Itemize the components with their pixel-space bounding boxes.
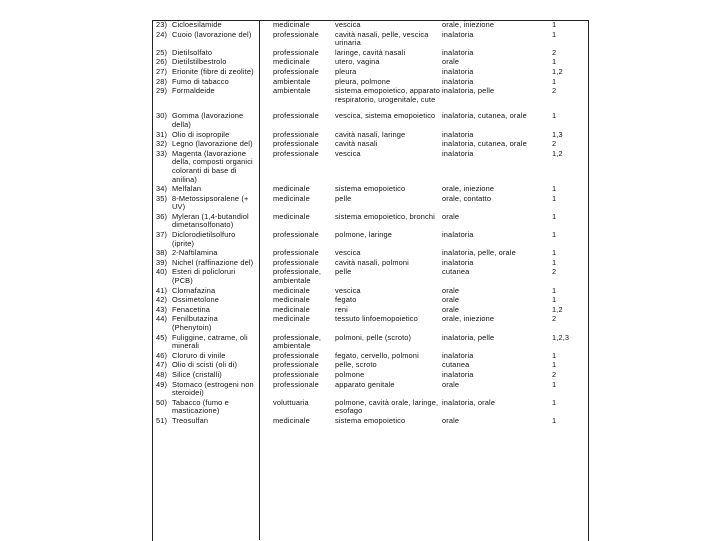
row-number: 39) xyxy=(156,258,168,267)
row-number: 26) xyxy=(156,58,168,67)
substance-cell xyxy=(153,49,260,59)
substance-cell xyxy=(153,31,260,49)
organ-cell: polmone, cavità orale, laringe, esofago xyxy=(335,398,439,416)
row-number: 40) xyxy=(156,268,168,277)
exposure-cell: medicinale xyxy=(273,194,310,203)
table-row xyxy=(153,417,588,427)
route-cell: orale xyxy=(442,58,460,67)
reference-cell: 2 xyxy=(552,315,557,324)
substance-cell xyxy=(153,268,260,286)
substance-cell xyxy=(153,306,260,316)
table-row xyxy=(153,249,588,259)
organ-cell: polmoni, pelle (scroto) xyxy=(335,333,412,342)
column-divider xyxy=(259,20,260,540)
substance-cell xyxy=(153,105,260,130)
table-row xyxy=(153,315,588,333)
exposure-cell: medicinale xyxy=(273,212,310,221)
route-cell: inalatoria xyxy=(442,30,474,39)
substance-name: Esteri di policloruri (PCB) xyxy=(172,268,236,286)
organ-cell: reni xyxy=(335,305,348,314)
table-row xyxy=(153,306,588,316)
reference-cell: 1 xyxy=(552,286,557,295)
substance-name: Ossimetolone xyxy=(172,296,219,305)
route-cell: inalatoria xyxy=(442,130,474,139)
organ-cell: pleura, polmone xyxy=(335,77,391,86)
substance-cell xyxy=(153,296,260,306)
substance-name: Diclorodietilsolfuro (iprite) xyxy=(172,231,236,248)
organ-cell: sistema emopoietico xyxy=(335,185,406,194)
substance-name: Dietilsolfato xyxy=(172,48,213,57)
substance-cell xyxy=(153,399,260,417)
table-row xyxy=(153,87,588,105)
substance-cell xyxy=(153,231,260,249)
table-row xyxy=(153,352,588,362)
route-cell: inalatoria xyxy=(442,67,474,76)
substance-name: Olio di isopropile xyxy=(172,130,230,139)
table-row xyxy=(153,150,588,185)
organ-cell: fegato xyxy=(335,296,357,305)
reference-cell: 1 xyxy=(552,398,557,407)
row-number: 30) xyxy=(156,111,168,121)
reference-cell: 1 xyxy=(552,231,557,240)
substance-cell xyxy=(153,249,260,259)
substance-cell xyxy=(153,334,260,352)
substance-cell xyxy=(153,150,260,185)
route-cell: orale, iniezione xyxy=(442,21,495,29)
exposure-cell: professionale, ambientale xyxy=(273,268,322,286)
route-cell: cutanea xyxy=(442,361,470,370)
reference-cell: 1 xyxy=(552,416,557,425)
route-cell: cutanea xyxy=(442,268,470,277)
exposure-cell: professionale xyxy=(273,140,319,149)
row-number: 25) xyxy=(156,48,168,57)
route-cell: inalatoria xyxy=(442,77,474,86)
reference-cell: 2 xyxy=(552,140,557,149)
organ-cell: cavità nasali, polmoni xyxy=(335,258,409,267)
substance-cell xyxy=(153,78,260,88)
carcinogen-table xyxy=(153,21,588,427)
organ-cell: tessuto linfoemopoietico xyxy=(335,315,418,324)
reference-cell: 1,3 xyxy=(552,130,563,139)
row-number: 43) xyxy=(156,305,168,314)
exposure-cell: voluttuaria xyxy=(273,398,309,407)
table-row xyxy=(153,78,588,88)
reference-cell: 2 xyxy=(552,370,557,379)
substance-name: Olio di scisti (oli di) xyxy=(172,361,238,370)
route-cell: inalatoria xyxy=(442,231,474,240)
row-number: 37) xyxy=(156,231,168,240)
route-cell: inalatoria, orale xyxy=(442,398,496,407)
row-number: 41) xyxy=(156,286,168,295)
exposure-cell: ambientale xyxy=(273,87,311,96)
substance-name: Cloruro di vinile xyxy=(172,351,226,360)
substance-name: Fumo di tabacco xyxy=(172,77,229,86)
route-cell: inalatoria, pelle xyxy=(442,87,495,96)
table-row xyxy=(153,49,588,59)
substance-cell xyxy=(153,315,260,333)
exposure-cell: medicinale xyxy=(273,58,310,67)
reference-cell: 1 xyxy=(552,30,557,39)
table-row xyxy=(153,381,588,399)
reference-cell: 1 xyxy=(552,21,557,29)
row-number: 27) xyxy=(156,67,168,76)
table-row xyxy=(153,268,588,286)
row-number: 44) xyxy=(156,315,168,324)
organ-cell: vescica xyxy=(335,21,361,29)
exposure-cell: medicinale xyxy=(273,296,310,305)
route-cell: inalatoria xyxy=(442,149,474,158)
substance-cell xyxy=(153,140,260,150)
row-number: 49) xyxy=(156,380,168,389)
row-number: 28) xyxy=(156,77,168,86)
reference-cell: 2 xyxy=(552,87,557,96)
reference-cell: 2 xyxy=(552,48,557,57)
organ-cell: sistema emopoietico, bronchi xyxy=(335,212,435,221)
table-row xyxy=(153,259,588,269)
substance-cell xyxy=(153,58,260,68)
route-cell: orale xyxy=(442,286,460,295)
substance-name: Silice (cristalli) xyxy=(172,370,222,379)
route-cell: orale, iniezione xyxy=(442,315,495,324)
exposure-cell: medicinale xyxy=(273,416,310,425)
reference-cell: 1 xyxy=(552,194,557,203)
table-row xyxy=(153,105,588,130)
organ-cell: apparato genitale xyxy=(335,380,395,389)
organ-cell: laringe, cavità nasali xyxy=(335,48,406,57)
table-row xyxy=(153,296,588,306)
organ-cell: pelle xyxy=(335,268,352,277)
reference-cell: 1,2 xyxy=(552,149,563,158)
reference-cell: 1 xyxy=(552,185,557,194)
table-row xyxy=(153,31,588,49)
exposure-cell: medicinale xyxy=(273,21,310,29)
exposure-cell: professionale xyxy=(273,130,319,139)
substance-name: Gomma (lavorazione della) xyxy=(172,111,244,129)
organ-cell: vescica, sistema emopoietico xyxy=(335,111,436,121)
organ-cell: vescica xyxy=(335,249,361,258)
row-number: 34) xyxy=(156,185,168,194)
substance-cell xyxy=(153,361,260,371)
organ-cell: fegato, cervello, polmoni xyxy=(335,351,419,360)
substance-name: Cicloesilamide xyxy=(172,21,222,29)
substance-name: Tabacco (fumo e masticazione) xyxy=(172,398,229,416)
table-row xyxy=(153,58,588,68)
exposure-cell: professionale xyxy=(273,370,319,379)
substance-name: Formaldeide xyxy=(172,87,215,96)
exposure-cell: professionale xyxy=(273,30,319,39)
reference-cell: 1 xyxy=(552,351,557,360)
route-cell: inalatoria xyxy=(442,351,474,360)
table-row xyxy=(153,140,588,150)
route-cell: inalatoria, cutanea, orale xyxy=(442,140,527,149)
reference-cell: 1 xyxy=(552,361,557,370)
substance-name: Treosulfan xyxy=(172,416,209,425)
substance-name: Cuoio (lavorazione del) xyxy=(172,30,252,39)
table-row xyxy=(153,131,588,141)
route-cell: orale xyxy=(442,380,460,389)
substance-cell xyxy=(153,131,260,141)
organ-cell: cavità nasali, pelle, vescica urinaria xyxy=(335,30,429,48)
substance-cell xyxy=(153,21,260,31)
exposure-cell: medicinale xyxy=(273,185,310,194)
route-cell: orale, contatto xyxy=(442,194,492,203)
substance-name: Magenta (lavorazione della, composti organici coloranti di base di anilina) xyxy=(172,149,253,184)
reference-cell: 1,2,3 xyxy=(552,333,570,342)
substance-cell xyxy=(153,352,260,362)
table-row xyxy=(153,231,588,249)
reference-cell: 1,2 xyxy=(552,305,563,314)
organ-cell: pelle xyxy=(335,194,352,203)
table-row xyxy=(153,287,588,297)
substance-cell xyxy=(153,195,260,213)
organ-cell: utero, vagina xyxy=(335,58,380,67)
organ-cell: vescica xyxy=(335,286,361,295)
substance-name: Erionite (fibre di zeolite) xyxy=(172,67,254,76)
substance-cell xyxy=(153,87,260,105)
route-cell: inalatoria xyxy=(442,370,474,379)
reference-cell: 1 xyxy=(552,58,557,67)
exposure-cell: professionale, ambientale xyxy=(273,333,322,351)
row-number: 38) xyxy=(156,249,168,258)
substance-cell xyxy=(153,371,260,381)
route-cell: inalatoria, cutanea, orale xyxy=(442,111,527,121)
substance-cell xyxy=(153,287,260,297)
organ-cell: pleura xyxy=(335,67,357,76)
organ-cell: vescica xyxy=(335,149,361,158)
exposure-cell: professionale xyxy=(273,231,319,240)
row-number: 47) xyxy=(156,361,168,370)
exposure-cell: professionale xyxy=(273,149,319,158)
route-cell: orale xyxy=(442,305,460,314)
table-row xyxy=(153,361,588,371)
row-number: 24) xyxy=(156,30,168,39)
exposure-cell: professionale xyxy=(273,351,319,360)
substance-name: Nichel (raffinazione del) xyxy=(172,258,254,267)
substance-name: Stomaco (estrogeni non steroidei) xyxy=(172,380,254,398)
substance-name: Fenilbutazina (Phenytoin) xyxy=(172,315,218,332)
route-cell: inalatoria, pelle, orale xyxy=(442,249,516,258)
reference-cell: 1 xyxy=(552,111,557,121)
reference-cell: 1 xyxy=(552,296,557,305)
exposure-cell: professionale xyxy=(273,258,319,267)
reference-cell: 1,2 xyxy=(552,67,563,76)
row-number: 45) xyxy=(156,333,168,342)
row-number: 36) xyxy=(156,212,168,221)
reference-cell: 1 xyxy=(552,249,557,258)
substance-cell xyxy=(153,213,260,231)
route-cell: orale xyxy=(442,212,460,221)
exposure-cell: professionale xyxy=(273,380,319,389)
table-row xyxy=(153,195,588,213)
exposure-cell: medicinale xyxy=(273,286,310,295)
row-number: 32) xyxy=(156,140,168,149)
substance-name: Myleran (1,4-butandiol dimetansolfonato) xyxy=(172,212,249,230)
row-number: 48) xyxy=(156,370,168,379)
exposure-cell: professionale xyxy=(273,249,319,258)
row-number: 46) xyxy=(156,351,168,360)
row-number: 50) xyxy=(156,398,168,407)
substance-name: Fenacetina xyxy=(172,305,211,314)
table-row xyxy=(153,213,588,231)
substance-name: 2-Naftilamina xyxy=(172,249,218,258)
exposure-cell: professionale xyxy=(273,111,319,121)
substance-cell xyxy=(153,417,260,427)
exposure-cell: professionale xyxy=(273,361,319,370)
substance-cell xyxy=(153,259,260,269)
exposure-cell: medicinale xyxy=(273,305,310,314)
table-row xyxy=(153,21,588,31)
row-number: 51) xyxy=(156,416,168,425)
route-cell: inalatoria xyxy=(442,48,474,57)
table-row xyxy=(153,334,588,352)
row-number: 29) xyxy=(156,87,168,96)
row-number: 35) xyxy=(156,194,168,203)
reference-cell: 2 xyxy=(552,268,557,277)
substance-name: Clornafazina xyxy=(172,286,216,295)
organ-cell: cavità nasali, laringe xyxy=(335,130,406,139)
row-number: 23) xyxy=(156,21,168,29)
organ-cell: polmone xyxy=(335,370,365,379)
exposure-cell: professionale xyxy=(273,67,319,76)
document-page xyxy=(152,20,589,541)
route-cell: inalatoria xyxy=(442,258,474,267)
row-number: 33) xyxy=(156,149,168,158)
substance-cell xyxy=(153,68,260,78)
substance-name: 8-Metossipsoralene (+ UV) xyxy=(172,194,249,212)
route-cell: orale, iniezione xyxy=(442,185,495,194)
table-row xyxy=(153,399,588,417)
exposure-cell: ambientale xyxy=(273,77,311,86)
organ-cell: cavità nasali xyxy=(335,140,378,149)
substance-name: Fuliggine, catrame, oli minerali xyxy=(172,333,248,351)
organ-cell: sistema emopoietico xyxy=(335,416,406,425)
route-cell: orale xyxy=(442,416,460,425)
reference-cell: 1 xyxy=(552,258,557,267)
substance-cell xyxy=(153,185,260,195)
table-row xyxy=(153,371,588,381)
substance-name: Legno (lavorazione del) xyxy=(172,140,253,149)
organ-cell: polmone, laringe xyxy=(335,231,393,240)
route-cell: inalatoria, pelle xyxy=(442,333,495,342)
reference-cell: 1 xyxy=(552,380,557,389)
substance-name: Melfalan xyxy=(172,185,202,194)
row-number: 31) xyxy=(156,130,168,139)
table-row xyxy=(153,185,588,195)
row-number: 42) xyxy=(156,296,168,305)
substance-name: Dietilstilbestrolo xyxy=(172,58,227,67)
reference-cell: 1 xyxy=(552,77,557,86)
exposure-cell: professionale xyxy=(273,48,319,57)
substance-cell xyxy=(153,381,260,399)
table-row xyxy=(153,68,588,78)
organ-cell: sistema emopoietico, apparato respiratorio, urogenitale, cute xyxy=(335,87,441,104)
route-cell: orale xyxy=(442,296,460,305)
exposure-cell: medicinale xyxy=(273,315,310,324)
organ-cell: pelle, scroto xyxy=(335,361,377,370)
reference-cell: 1 xyxy=(552,212,557,221)
